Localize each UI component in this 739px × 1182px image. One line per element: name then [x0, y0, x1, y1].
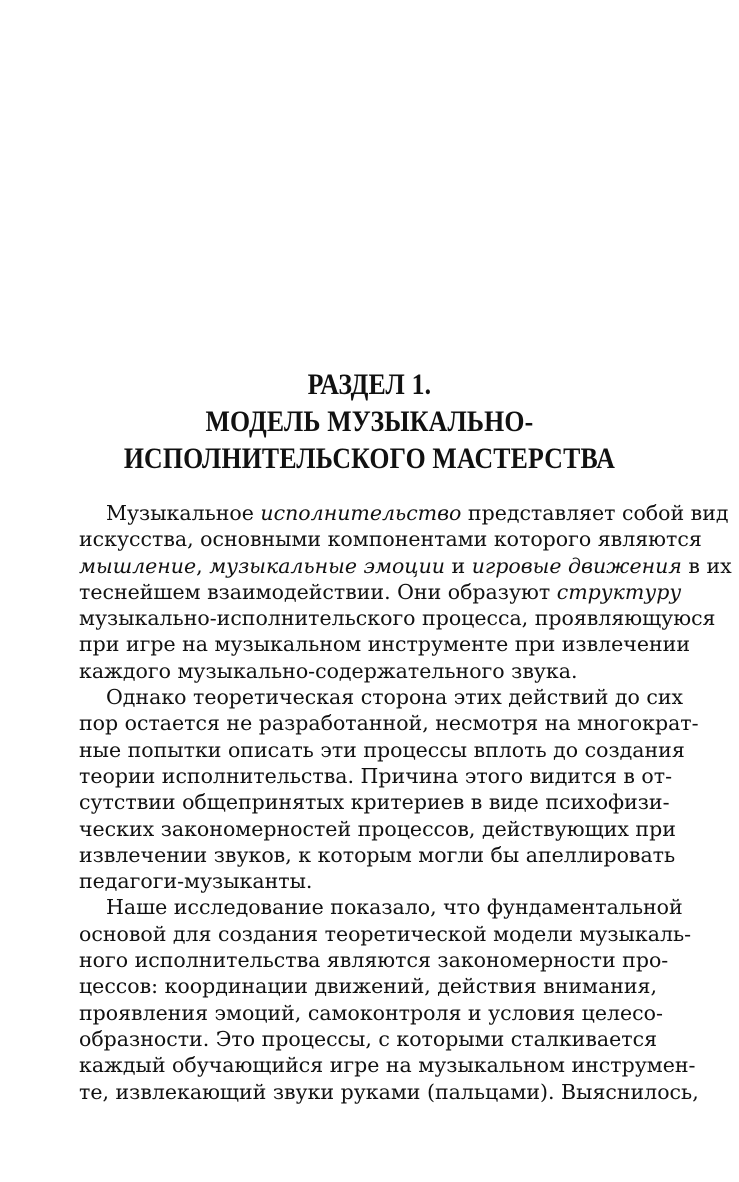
text-segment: те, извлекающий звуки руками (пальцами). Выяснилось, [79, 1079, 699, 1104]
text-segment: представляет собой вид [461, 501, 729, 525]
text-segment: образности. Это процессы, с которыми сталкивается [79, 1026, 657, 1051]
section-heading-line: МОДЕЛЬ МУЗЫКАЛЬНО- [205, 405, 534, 438]
body-text [79, 500, 732, 1105]
paragraph-line [79, 579, 682, 605]
text-segment: каждый обучающийся игре на музыкальном инструмен- [79, 1053, 696, 1078]
text-segment: и [445, 553, 472, 578]
text-segment: ного исполнительства являются закономерности про- [79, 948, 669, 973]
text-segment: каждого музыкально-содержательного звука. [79, 658, 578, 683]
text-segment: , [196, 553, 210, 578]
paragraph-line [79, 1052, 696, 1078]
paragraph-line [79, 526, 702, 552]
section-heading [52, 366, 688, 477]
text-segment: цессов: координации движений, действия внимания, [79, 974, 657, 999]
text-segment: музыкально-исполнительского процесса, проявляющуюся [79, 606, 716, 631]
text-segment: извлечении звуков, к которым могли бы апеллировать [79, 842, 676, 867]
paragraph-line [79, 684, 684, 710]
paragraph-line [79, 1000, 663, 1026]
paragraph-line [79, 789, 670, 815]
text-segment: искусства, основными компонентами которого являются [79, 527, 702, 552]
paragraph-line [79, 710, 699, 736]
section-heading-line: РАЗДЕЛ 1. [307, 368, 432, 401]
text-segment: теории исполнительства. Причина этого видится в от- [79, 763, 673, 788]
text-segment: при игре на музыкальном инструменте при извлечении [79, 632, 690, 657]
paragraph-line [79, 1079, 699, 1105]
paragraph-line [79, 868, 657, 894]
paragraph-line [79, 1026, 657, 1052]
text-segment: в их [681, 553, 732, 578]
paragraph-line [79, 553, 732, 579]
paragraph-line [79, 500, 729, 526]
text-segment: сутствии общепринятых критериев в виде психофизи- [79, 790, 670, 815]
text-segment: пор остается не разработанной, несмотря на многократ- [79, 711, 699, 736]
text-segment: ные попытки описать эти процессы вплоть до создания [79, 737, 685, 762]
text-segment: Однако теоретическая сторона этих действий до сих [106, 685, 684, 710]
italic-term: структуру [556, 579, 682, 604]
text-segment: теснейшем взаимодействии. Они образуют [79, 579, 557, 604]
text-segment: основой для создания теоретической модели музыкаль- [79, 921, 692, 946]
paragraph-line [79, 816, 676, 842]
italic-term: игровые движения [471, 553, 682, 578]
text-segment: педагоги-музыканты. [79, 869, 313, 894]
text-segment: Наше исследование показало, что фундаментальной [106, 895, 683, 920]
italic-term: исполнительство [260, 501, 462, 525]
paragraph-line [79, 921, 692, 947]
paragraph-line [79, 737, 685, 763]
text-segment: Музыкальное [106, 501, 261, 525]
italic-term: музыкальные эмоции [209, 553, 446, 578]
paragraph-line [79, 631, 690, 657]
text-segment: проявления эмоций, самоконтроля и условия целесо- [79, 1000, 663, 1025]
paragraph-line [79, 894, 683, 920]
paragraph-line [79, 763, 673, 789]
paragraph-line [79, 605, 716, 631]
text-segment: ческих закономерностей процессов, действующих при [79, 816, 676, 841]
section-heading-line: ИСПОЛНИТЕЛЬСКОГО МАСТЕРСТВА [123, 442, 616, 475]
paragraph-line [79, 973, 657, 999]
italic-term: мышление [79, 553, 197, 578]
paragraph-line [79, 842, 676, 868]
paragraph-line [79, 947, 669, 973]
paragraph-line [79, 658, 657, 684]
